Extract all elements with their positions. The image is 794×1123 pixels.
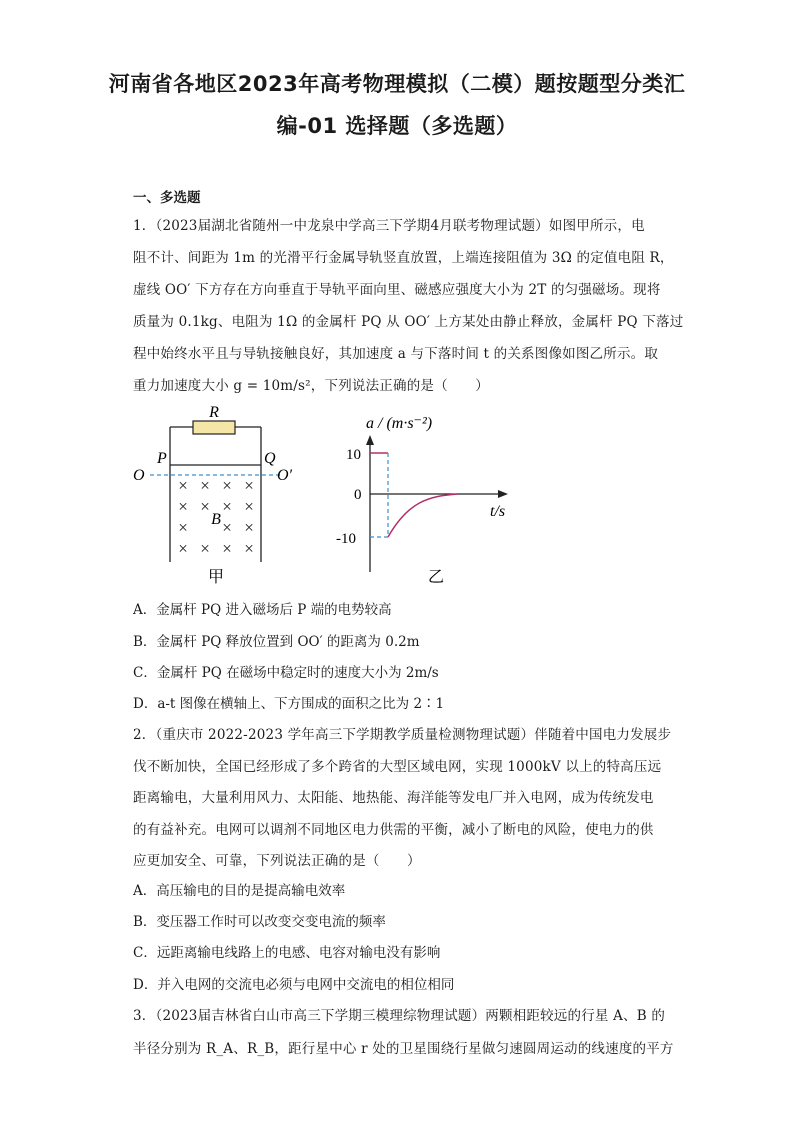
field-cross-icon: ×: [178, 518, 188, 537]
figure-circuit: [128, 402, 308, 587]
field-cross-icon: ×: [222, 497, 232, 516]
q1-line: 程中始终水平且与导轨接触良好，其加速度 a 与下落时间 t 的关系图像如图乙所示。取: [133, 346, 659, 362]
label-R: R: [209, 404, 219, 421]
q1-option-b[interactable]: B．金属杆 PQ 释放位置到 OO′ 的距离为 0.2m: [133, 634, 420, 650]
resistor: [193, 421, 235, 434]
section-heading: 一、多选题: [133, 190, 201, 206]
q2-option-c[interactable]: C．远距离输电线路上的电感、电容对输电没有影响: [133, 945, 441, 961]
field-cross-icon: ×: [222, 518, 232, 537]
graph-xlabel: t/s: [490, 503, 506, 520]
q1-option-a[interactable]: A．金属杆 PQ 进入磁场后 P 端的电势较高: [133, 602, 392, 618]
field-cross-icon: ×: [222, 539, 232, 558]
field-cross-icon: ×: [178, 476, 188, 495]
q1-line: 1．（2023届湖北省随州一中龙泉中学高三下学期4月联考物理试题）如图甲所示，电: [133, 218, 645, 234]
label-B: B: [211, 511, 221, 528]
q1-line: 虚线 OO′ 下方存在方向垂直于导轨平面向里、磁感应强度大小为 2T 的匀强磁场。现将: [133, 282, 661, 298]
y-axis-arrow: [366, 435, 374, 445]
field-cross-icon: ×: [244, 476, 254, 495]
field-cross-icon: ×: [244, 539, 254, 558]
field-cross-icon: ×: [200, 476, 210, 495]
caption-yi: 乙: [427, 569, 445, 586]
tick-10: 10: [346, 447, 361, 463]
field-cross-icon: ×: [178, 539, 188, 558]
label-P: P: [157, 450, 167, 467]
q1-option-c[interactable]: C．金属杆 PQ 在磁场中稳定时的速度大小为 2m/s: [133, 665, 439, 681]
q2-line: 距离输电，大量利用风力、太阳能、地热能、海洋能等发电厂并入电网，成为传统发电: [133, 790, 654, 806]
q2-option-d[interactable]: D．并入电网的交流电必须与电网中交流电的相位相同: [133, 977, 455, 993]
field-cross-icon: ×: [200, 497, 210, 516]
caption-jia: 甲: [207, 569, 225, 586]
q3-line: 半径分别为 R_A、R_B，距行星中心 r 处的卫星围绕行星做匀速圆周运动的线速度的平方: [133, 1041, 674, 1057]
q2-line: 伐不断加快，全国已经形成了多个跨省的大型区域电网，实现 1000kV 以上的特高压远: [133, 759, 662, 775]
field-cross-icon: ×: [222, 476, 232, 495]
field-cross-icon: ×: [200, 539, 210, 558]
tick-minus-10: -10: [336, 531, 356, 547]
q2-option-b[interactable]: B．变压器工作时可以改变交变电流的频率: [133, 914, 386, 930]
field-cross-icon: ×: [244, 518, 254, 537]
graph-ylabel: a / (m·s⁻²): [366, 415, 433, 432]
q2-line: 应更加安全、可靠，下列说法正确的是（ ）: [133, 853, 421, 869]
document-title-line-2: 编-01 选择题（多选题）: [276, 114, 518, 138]
q1-line: 质量为 0.1kg、电阻为 1Ω 的金属杆 PQ 从 OO′ 上方某处由静止释放，金属杆 PQ 下落过: [133, 314, 684, 330]
q2-line: 的有益补充。电网可以调剂不同地区电力供需的平衡，减小了断电的风险，使电力的供: [133, 822, 654, 838]
q2-line: 2．（重庆市 2022-2023 学年高三下学期教学质量检测物理试题）伴随着中国电力发展步: [133, 727, 672, 743]
field-cross-icon: ×: [244, 497, 254, 516]
label-O: O: [133, 467, 145, 484]
document-title-line-1: 河南省各地区2023年高考物理模拟（二模）题按题型分类汇: [108, 72, 686, 96]
tick-0: 0: [354, 487, 362, 503]
field-cross-icon: ×: [178, 497, 188, 516]
q2-option-a[interactable]: A．高压输电的目的是提高输电效率: [133, 883, 346, 899]
figure-at-graph: [318, 402, 518, 587]
label-Q: Q: [264, 450, 276, 467]
decay-curve: [388, 494, 458, 537]
q3-line: 3．（2023届吉林省白山市高三下学期三模理综物理试题）两颗相距较远的行星 A、B 的: [133, 1008, 666, 1024]
q1-line: 重力加速度大小 g = 10m/s²，下列说法正确的是（ ）: [133, 378, 489, 394]
x-axis-arrow: [498, 490, 508, 498]
q1-line: 阻不计、间距为 1m 的光滑平行金属导轨竖直放置，上端连接阻值为 3Ω 的定值电阻 R，: [133, 250, 674, 266]
label-O-prime: O′: [277, 467, 293, 484]
q1-option-d[interactable]: D．a-t 图像在横轴上、下方围成的面积之比为 2∶1: [133, 696, 445, 712]
